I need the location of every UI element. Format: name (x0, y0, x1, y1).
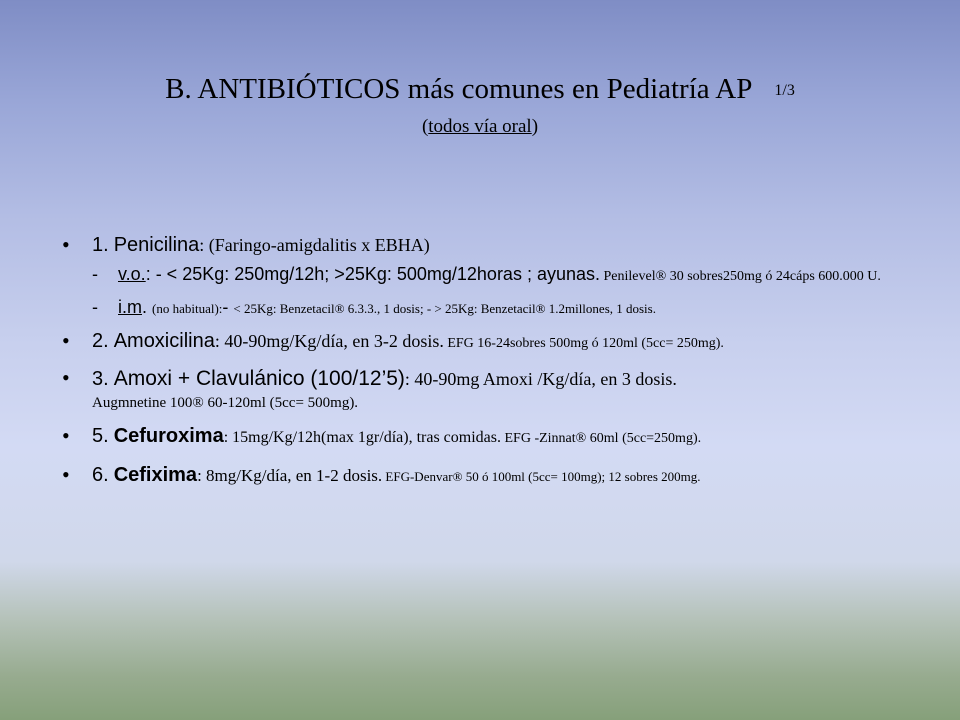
bullet-number: 6. (92, 464, 109, 486)
bullet-number: 5. (92, 425, 109, 447)
slide-title (0, 72, 960, 108)
subitem-marker: - (92, 264, 98, 284)
subtitle-open: ( (421, 116, 429, 137)
subitem-im (92, 296, 922, 320)
slide-subtitle (0, 115, 960, 139)
drug-desc: : 8mg/Kg/día, en 1-2 dosis. (197, 466, 383, 485)
bullet-number: 2. (92, 330, 109, 352)
route-label: v.o. (118, 264, 146, 284)
drug-note: EFG 16-24sobres 500mg ó 120ml (5cc= 250mg). (443, 336, 724, 351)
subitem-note: Penilevel® 30 sobres250mg ó 24cáps 600.000 U. (600, 269, 881, 284)
bullet-amoxi-clavulanico (62, 365, 922, 413)
drug-desc: : (Faringo-amigdalitis x EBHA) (199, 235, 430, 255)
drug-note: EFG-Denvar® 50 ó 100ml (5cc= 100mg); 12 sobres 200mg. (382, 469, 701, 484)
bullet-list (62, 232, 922, 490)
drug-name: Cefuroxima (113, 425, 224, 447)
bullet-marker: • (62, 365, 70, 390)
subitem-marker: - (92, 297, 98, 317)
drug-name: Amoxi + Clavulánico (100/12’5) (113, 367, 405, 390)
page-indicator: 1/3 (774, 82, 795, 99)
route-label: i.m (118, 297, 142, 317)
bullet-marker: • (62, 462, 70, 487)
subitem-note: < 25Kg: Benzetacil® 6.3.3., 1 dosis; - > 25Kg: Benzetacil® 1.2millones, 1 dosis. (233, 301, 656, 316)
bullet-cefixima (62, 462, 922, 490)
drug-name: Cefixima (113, 464, 198, 486)
bullet-number: 1. (92, 234, 109, 256)
subtitle-underlined: todos vía oral (428, 116, 532, 137)
subitem-text: : - < 25Kg: 250mg/12h; >25Kg: 500mg/12horas ; ayunas. (145, 264, 600, 284)
subtitle-close: ) (531, 116, 539, 137)
bullet-marker: • (62, 423, 70, 448)
bullet-cefuroxima (62, 423, 922, 452)
drug-note: EFG -Zinnat® 60ml (5cc=250mg). (501, 431, 702, 446)
subitem-vo (92, 263, 922, 288)
bullet-amoxicilina (62, 328, 922, 357)
subitem-text-c: - (222, 297, 234, 317)
drug-desc: : 15mg/Kg/12h(max 1gr/día), tras comidas. (223, 429, 501, 446)
drug-note: Augmnetine 100® 60-120ml (5cc= 500mg). (92, 395, 359, 411)
subitem-text-b: (no habitual): (152, 301, 223, 316)
drug-desc: : 40-90mg Amoxi /Kg/día, en 3 dosis. (404, 369, 677, 389)
bullet-penicilina (62, 232, 922, 320)
drug-name: Amoxicilina (113, 330, 215, 352)
slide-title-text: B. ANTIBIÓTICOS más comunes en Pediatría AP (165, 73, 753, 105)
bullet-number: 3. (92, 368, 109, 390)
drug-desc: : 40-90mg/Kg/día, en 3-2 dosis. (214, 331, 444, 351)
bullet-marker: • (62, 328, 70, 353)
drug-name: Penicilina (113, 234, 200, 256)
subitem-text-a: . (142, 297, 153, 317)
bullet-marker: • (62, 232, 70, 257)
